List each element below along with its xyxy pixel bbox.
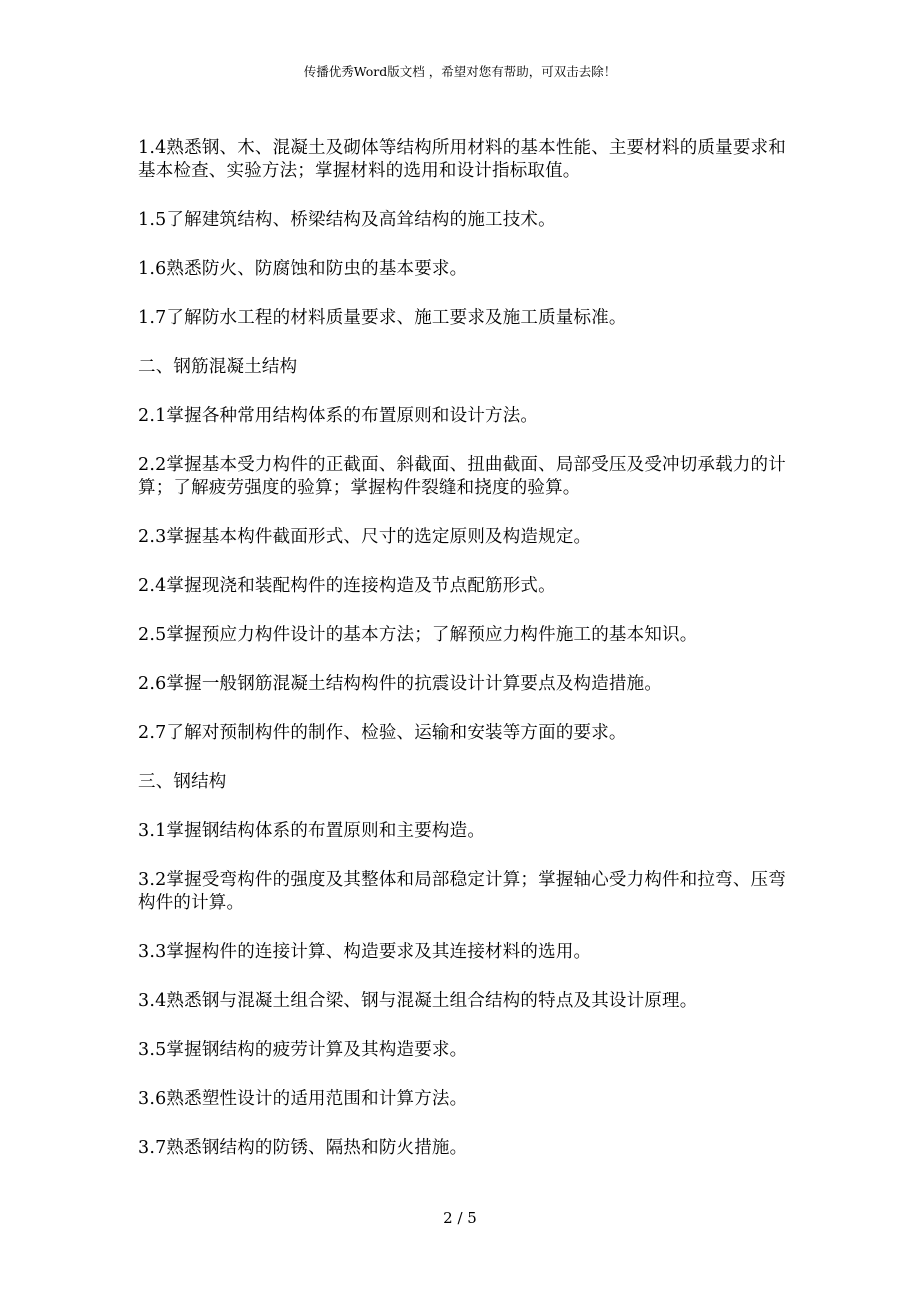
paragraph-3-4: 3.4熟悉钢与混凝土组合梁、钢与混凝土组合结构的特点及其设计原理。: [138, 991, 698, 1011]
section-heading-2: 二、钢筋混凝土结构: [138, 357, 298, 377]
paragraph-1-5: 1.5了解建筑结构、桥梁结构及高耸结构的施工技术。: [138, 210, 556, 230]
paragraph-2-1: 2.1掌握各种常用结构体系的布置原则和设计方法。: [138, 406, 539, 426]
page-header-note: 传播优秀Word版文档 ，希望对您有帮助，可双击去除！: [303, 64, 617, 79]
paragraph-3-5: 3.5掌握钢结构的疲劳计算及其构造要求。: [138, 1040, 468, 1060]
paragraph-2-2: 2.2掌握基本受力构件的正截面、斜截面、扭曲截面、局部受压及受冲切承载力的计算；了解疲劳强度的验算；掌握构件裂缝和挠度的验算。: [138, 455, 786, 498]
paragraph-1-6: 1.6熟悉防火、防腐蚀和防虫的基本要求。: [138, 259, 468, 279]
section-heading-3: 三、钢结构: [138, 772, 227, 792]
paragraph-3-1: 3.1掌握钢结构体系的布置原则和主要构造。: [138, 821, 486, 841]
paragraph-1-4: 1.4熟悉钢、木、混凝土及砌体等结构所用材料的基本性能、主要材料的质量要求和基本检查、实验方法；掌握材料的选用和设计指标取值。: [138, 138, 786, 181]
paragraph-2-4: 2.4掌握现浇和装配构件的连接构造及节点配筋形式。: [138, 576, 556, 596]
paragraph-2-3: 2.3掌握基本构件截面形式、尺寸的选定原则及构造规定。: [138, 527, 592, 547]
paragraph-2-6: 2.6掌握一般钢筋混凝土结构构件的抗震设计计算要点及构造措施。: [138, 674, 663, 694]
paragraph-1-7: 1.7了解防水工程的材料质量要求、施工要求及施工质量标准。: [138, 308, 627, 328]
paragraph-3-3: 3.3掌握构件的连接计算、构造要求及其连接材料的选用。: [138, 942, 592, 962]
paragraph-3-6: 3.6熟悉塑性设计的适用范围和计算方法。: [138, 1089, 468, 1109]
paragraph-3-2: 3.2掌握受弯构件的强度及其整体和局部稳定计算；掌握轴心受力构件和拉弯、压弯构件的计算。: [138, 870, 786, 913]
paragraph-3-7: 3.7熟悉钢结构的防锈、隔热和防火措施。: [138, 1138, 468, 1158]
paragraph-2-5: 2.5掌握预应力构件设计的基本方法；了解预应力构件施工的基本知识。: [138, 625, 698, 645]
page-number: 2 / 5: [443, 1209, 477, 1227]
paragraph-2-7: 2.7了解对预制构件的制作、检验、运输和安装等方面的要求。: [138, 723, 627, 743]
document-body: [138, 137, 790, 1186]
